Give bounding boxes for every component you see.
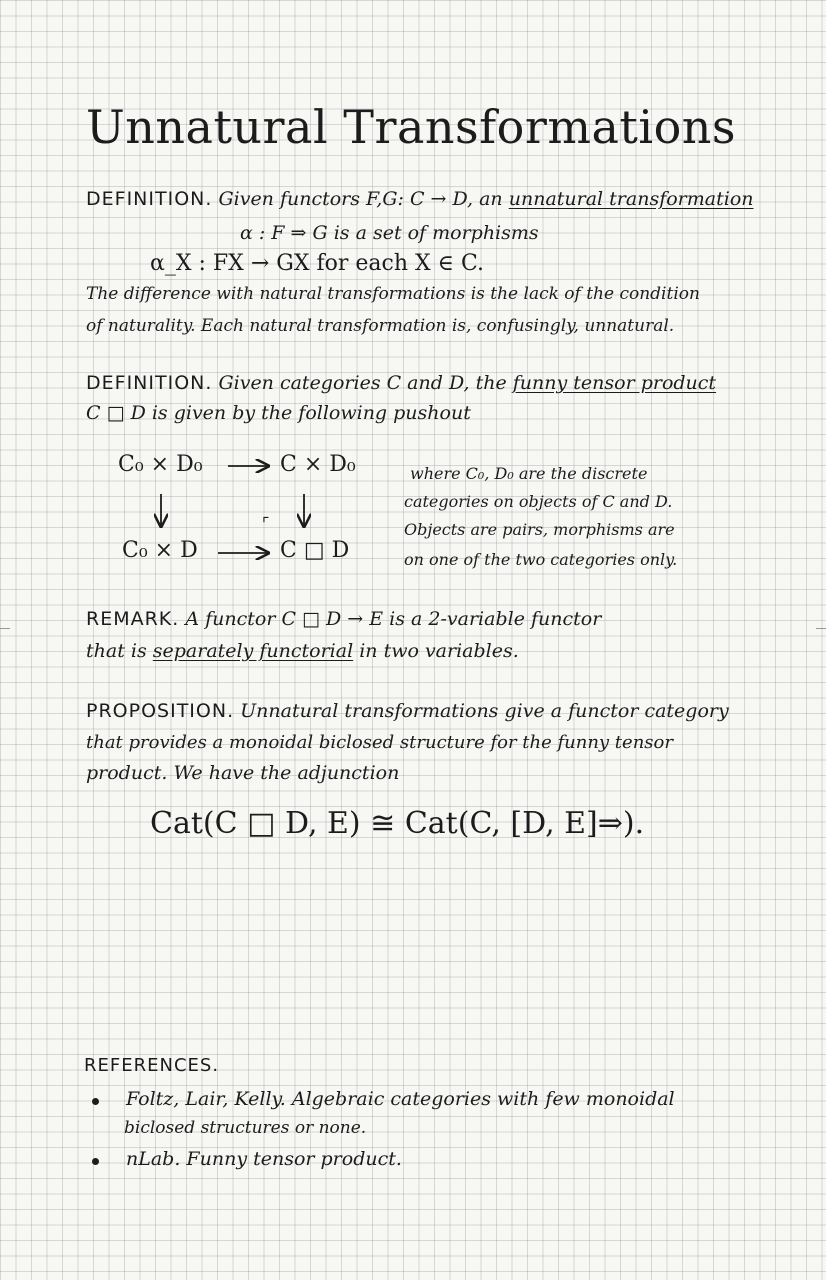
definition-1-formula: α_X : FX → GX for each X ∈ C. [150, 251, 484, 276]
diagram-bottom-right: C □ D [280, 538, 350, 563]
diagram-top-right: C × D₀ [280, 452, 356, 477]
remark-line-2-pre: that is [86, 640, 147, 662]
definition-1-term: unnatural transformation [508, 188, 754, 210]
reference-1-bullet [92, 1098, 99, 1105]
definition-1-line-5: of naturality. Each natural transformation is, confusingly, unnatural. [86, 316, 675, 336]
remark-line-1 [86, 608, 601, 630]
definition-1-line-2: α : F ⇒ G is a set of morphisms [240, 222, 539, 244]
remark-term: separately functorial [152, 640, 354, 662]
definition-2-heading: DEFINITION. [86, 372, 213, 394]
diagram-top-left: C₀ × D₀ [118, 452, 203, 477]
references-heading: REFERENCES. [84, 1055, 220, 1076]
diagram-pushout-corner: ⌜ [262, 514, 270, 533]
proposition-line-1-text: Unnatural transformations give a functor category [240, 700, 729, 722]
remark-line-2-post: in two variables. [359, 640, 519, 662]
remark-heading: REMARK. [86, 608, 180, 630]
reference-1-line-1: Foltz, Lair, Kelly. Algebraic categories with few monoidal [126, 1088, 675, 1110]
diagram-note-1: where C₀, D₀ are the discrete [410, 464, 648, 483]
definition-2-term: funny tensor product [512, 372, 717, 394]
remark-line-1-text: A functor C □ D → E is a 2-variable functor [185, 608, 602, 630]
diagram-note-4: on one of the two categories only. [404, 550, 678, 569]
definition-1-line-4: The difference with natural transformations is the lack of the condition [86, 284, 700, 304]
remark-line-2 [86, 640, 519, 662]
definition-1-heading: DEFINITION. [86, 188, 213, 210]
proposition-line-1 [86, 700, 729, 722]
reference-1-line-2: biclosed structures or none. [124, 1118, 367, 1138]
page-title: Unnatural Transformations [86, 100, 737, 154]
diagram-bottom-left: C₀ × D [122, 538, 198, 563]
definition-2-line-2: C □ D is given by the following pushout [86, 402, 471, 424]
definition-1-line-1-text: Given functors F,G: C → D, an [218, 188, 503, 210]
diagram-note-3: Objects are pairs, morphisms are [404, 520, 675, 539]
proposition-line-3: product. We have the adjunction [86, 762, 400, 784]
proposition-line-2: that provides a monoidal biclosed structure for the funny tensor [86, 732, 673, 753]
proposition-heading: PROPOSITION. [86, 700, 235, 722]
definition-2-line-1-text: Given categories C and D, the [218, 372, 507, 394]
diagram-note-2: categories on objects of C and D. [404, 492, 673, 511]
proposition-adjunction-formula: Cat(C □ D, E) ≅ Cat(C, [D, E]⇒). [150, 806, 645, 841]
reference-2-bullet [92, 1158, 99, 1165]
reference-2-line-1: nLab. Funny tensor product. [126, 1148, 402, 1170]
